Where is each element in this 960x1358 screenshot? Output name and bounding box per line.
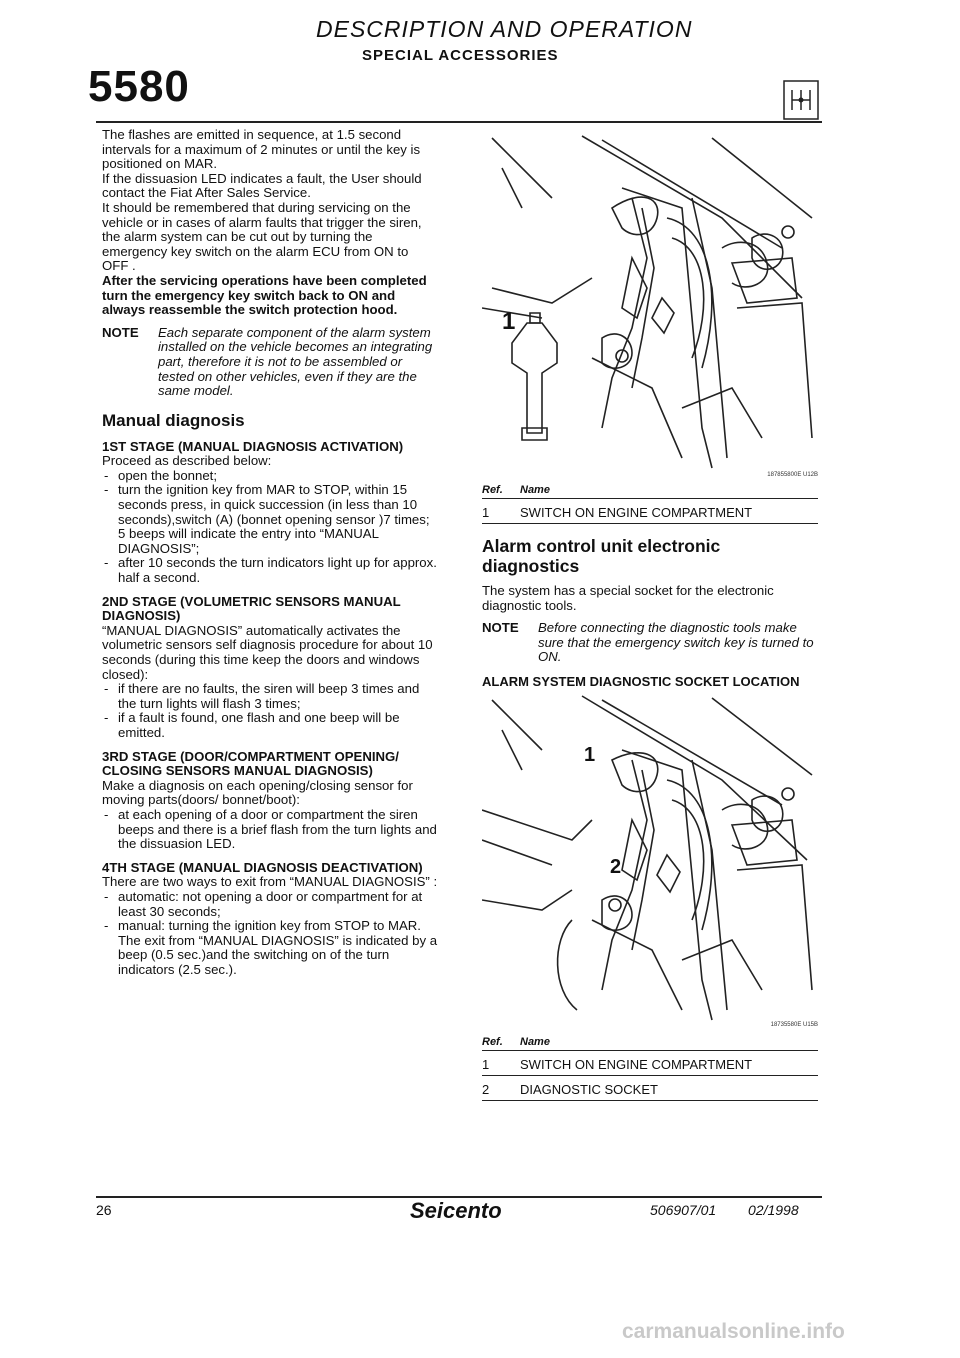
- list-item: - automatic: not opening a door or compartment for at least 30 seconds;: [102, 890, 438, 919]
- brand-logo: Seicento: [410, 1198, 502, 1223]
- list-item: - turn the ignition key from MAR to STOP, within 15 seconds press, in quick succession (in less than 10 seconds),switch (A) (bonnet opening sensor )7 times; 5 beeps will indicate the entry into “MANUAL DIAGNOSIS”;: [102, 483, 438, 556]
- electronic-diagnostics-section: [482, 536, 818, 690]
- stage1-list: [102, 469, 438, 586]
- table-cell-name: SWITCH ON ENGINE COMPARTMENT: [520, 1051, 818, 1076]
- page-subtitle: SPECIAL ACCESSORIES: [362, 47, 559, 64]
- document-date: 02/1998: [748, 1202, 799, 1218]
- list-item: - manual: turning the ignition key from STOP to MAR.: [102, 919, 438, 934]
- note-text: Before connecting the diagnostic tools make sure that the emergency switch key is turned to ON.: [538, 620, 814, 665]
- table-cell-ref: 1: [482, 1051, 520, 1076]
- table2-name-header: Name: [520, 1034, 818, 1051]
- table-cell-name: SWITCH ON ENGINE COMPARTMENT: [520, 499, 818, 524]
- table-cell-ref: 1: [482, 499, 520, 524]
- stage2-title: 2ND STAGE (VOLUMETRIC SENSORS MANUAL DIAGNOSIS): [102, 593, 401, 624]
- table2-ref-header: Ref.: [482, 1034, 520, 1051]
- figure2-code: 18735580E U15B: [770, 1022, 818, 1028]
- table-cell-name: DIAGNOSTIC SOCKET: [520, 1076, 818, 1101]
- stage1-intro: Proceed as described below:: [102, 453, 272, 469]
- manual-diagnosis-heading: Manual diagnosis: [102, 410, 245, 430]
- figure2-callout-1: 1: [584, 744, 596, 766]
- table-cell-ref: 2: [482, 1076, 520, 1101]
- table1-name-header: Name: [520, 482, 818, 499]
- left-column: [102, 128, 438, 977]
- header-rule: [96, 121, 822, 123]
- note-text: Each separate component of the alarm system installed on the vehicle becomes an integrating part, therefore it is not to be assembled or tested on other vehicles, even if they are the same model.: [158, 324, 433, 399]
- note-label: NOTE: [102, 324, 139, 340]
- stage2-list: [102, 682, 438, 740]
- reference-table-2: [482, 1034, 818, 1101]
- stage4-intro: There are two ways to exit from “MANUAL DIAGNOSIS” :: [102, 874, 438, 890]
- intro-paragraph-2: If the dissuasion LED indicates a fault, the User should contact the Fiat After Sales Service.: [102, 170, 422, 201]
- page-title: DESCRIPTION AND OPERATION: [316, 16, 693, 42]
- table-row: [482, 1076, 818, 1101]
- stage2-intro: “MANUAL DIAGNOSIS” automatically activates the volumetric sensors self diagnosis procedure for about 10 seconds (during this time keep the doors and windows closed):: [102, 622, 433, 682]
- stage4-closing: The exit from “MANUAL DIAGNOSIS” is indicated by a beep (0.5 sec.)and the switching on of the turn indicators (2.5 sec.).: [118, 932, 438, 977]
- list-item: - after 10 seconds the turn indicators light up for approx. half a second.: [102, 556, 438, 585]
- figure1-code: 187855800E U12B: [767, 472, 818, 478]
- page-number: 26: [96, 1202, 112, 1218]
- socket-location-heading: ALARM SYSTEM DIAGNOSTIC SOCKET LOCATION: [482, 673, 800, 689]
- manual-gearbox-icon: [783, 80, 819, 120]
- table1-ref-header: Ref.: [482, 482, 520, 499]
- stage1-title: 1ST STAGE (MANUAL DIAGNOSIS ACTIVATION): [102, 438, 404, 454]
- stage3-intro: Make a diagnosis on each opening/closing sensor for moving parts(doors/ bonnet/boot):: [102, 777, 413, 808]
- list-item: - at each opening of a door or compartment the siren beeps and there is a brief flash from the turn lights and the dissuasion LED.: [102, 808, 438, 852]
- note-block: [102, 326, 438, 399]
- figure2-callout-2: 2: [610, 856, 622, 878]
- list-item: - open the bonnet;: [102, 469, 438, 484]
- engine-compartment-figure-1: [482, 128, 818, 480]
- stage4-list: [102, 890, 438, 934]
- stage3-title: 3RD STAGE (DOOR/COMPARTMENT OPENING/ CLOSING SENSORS MANUAL DIAGNOSIS): [102, 748, 399, 779]
- electronic-diagnostics-body: The system has a special socket for the electronic diagnostic tools.: [482, 583, 774, 613]
- reference-table-1: [482, 482, 818, 524]
- note-block-2: [482, 621, 818, 665]
- stage3-list: [102, 808, 438, 852]
- stage4-title: 4TH STAGE (MANUAL DIAGNOSIS DEACTIVATION): [102, 859, 423, 875]
- servicing-notice: After the servicing operations have been completed turn the emergency key switch back to ON and always reassemble the switch protection hood.: [102, 272, 427, 318]
- note-label: NOTE: [482, 620, 519, 636]
- section-number: 5580: [88, 62, 190, 111]
- document-code: 506907/01: [650, 1202, 717, 1218]
- figure1-callout: 1: [502, 308, 516, 335]
- intro-paragraph-1: The flashes are emitted in sequence, at 1.5 second intervals for a maximum of 2 minutes or until the key is positioned on MAR.: [102, 127, 421, 172]
- table-row: [482, 1051, 818, 1076]
- watermark: carmanualsonline.info: [622, 1320, 845, 1343]
- intro-paragraph-3: It should be remembered that during servicing on the vehicle or in cases of alarm faults that trigger the siren, the alarm system can be cut out by turning the emergency key switch on the alarm ECU from ON to OFF .: [102, 199, 422, 274]
- engine-compartment-figure-2: [482, 690, 818, 1030]
- table-row: [482, 499, 818, 524]
- list-item: - if there are no faults, the siren will beep 3 times and the turn lights will flash 3 times;: [102, 682, 438, 711]
- electronic-diagnostics-heading: Alarm control unit electronic diagnostics: [482, 536, 721, 576]
- list-item: - if a fault is found, one flash and one beep will be emitted.: [102, 711, 438, 740]
